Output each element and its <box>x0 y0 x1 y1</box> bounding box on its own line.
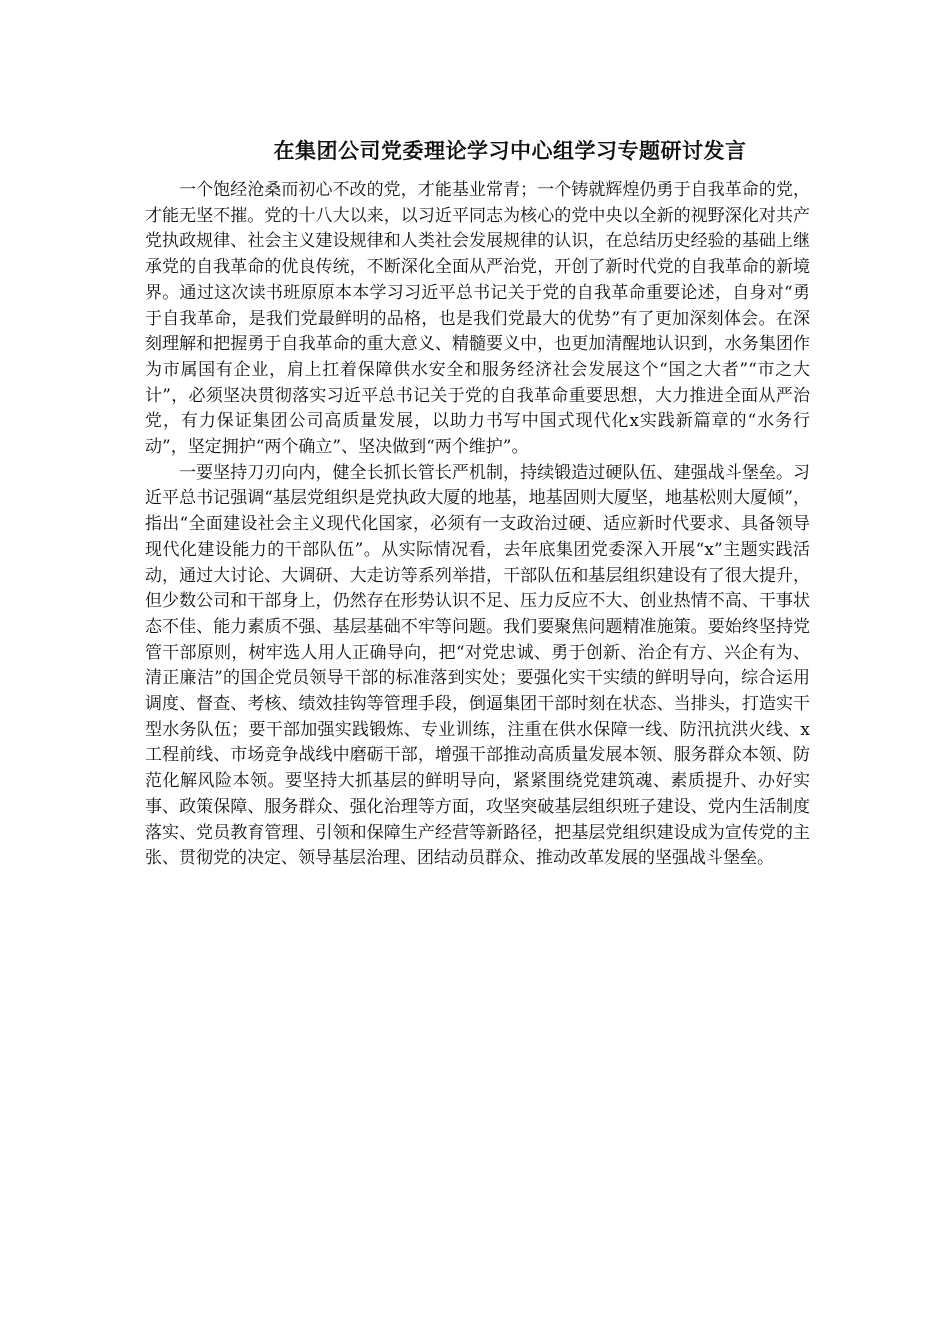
document-body <box>145 178 810 872</box>
document-title: 在集团公司党委理论学习中心组学习专题研讨发言 <box>273 139 747 163</box>
paragraph-point-one: 一要坚持刀刃向内，健全长抓长管长严机制，持续锻造过硬队伍、建强战斗堡垒。习近平总书记强调“基层党组织是党执政大厦的地基，地基固则大厦坚，地基松则大厦倾”，指出“全面建设社会主义现代化国家，必须有一支政治过硬、适应新时代要求、具备领导现代化建设能力的干部队伍”。从实际情况看，去年底集团党委深入开展“x”主题实践活动，通过大讨论、大调研、大走访等系列举措，干部队伍和基层组织建设有了很大提升，但少数公司和干部身上，仍然存在形势认识不足、压力反应不大、创业热情不高、干事状态不佳、能力素质不强、基层基础不牢等问题。我们要聚焦问题精准施策。要始终坚持党管干部原则，树牢选人用人正确导向，把“对党忠诚、勇于创新、治企有方、兴企有为、清正廉洁”的国企党员领导干部的标准落到实处；要强化实干实绩的鲜明导向，综合运用调度、督查、考核、绩效挂钩等管理手段，倒逼集团干部时刻在状态、当排头，打造实干型水务队伍；要干部加强实践锻炼、专业训练，注重在供水保障一线、防汛抗洪火线、x工程前线、市场竞争战线中磨砺干部，增强干部推动高质量发展本领、服务群众本领、防范化解风险本领。要坚持大抓基层的鲜明导向，紧紧围绕党建筑魂、素质提升、办好实事、政策保障、服务群众、强化治理等方面，攻坚突破基层组织班子建设、党内生活制度落实、党员教育管理、引领和保障生产经营等新路径，把基层党组织建设成为宣传党的主张、贯彻党的决定、领导基层治理、团结动员群众、推动改革发展的坚强战斗堡垒。 <box>145 462 810 869</box>
paragraph-intro: 一个饱经沧桑而初心不改的党，才能基业常青；一个铸就辉煌仍勇于自我革命的党，才能无坚不摧。党的十八大以来，以习近平同志为核心的党中央以全新的视野深化对共产党执政规律、社会主义建设规律和人类社会发展规律的认识，在总结历史经验的基础上继承党的自我革命的优良传统，不断深化全面从严治党，开创了新时代党的自我革命的新境界。通过这次读书班原原本本学习习近平总书记关于党的自我革命重要论述，自身对“勇于自我革命，是我们党最鲜明的品格，也是我们党最大的优势”有了更加深刻体会。在深刻理解和把握勇于自我革命的重大意义、精髓要义中，也更加清醒地认识到，水务集团作为市属国有企业，肩上扛着保障供水安全和服务经济社会发展这个“国之大者”“市之大计”，必须坚决贯彻落实习近平总书记关于党的自我革命重要思想，大力推进全面从严治党，有力保证集团公司高质量发展，以助力书写中国式现代化x实践新篇章的“水务行动”，坚定拥护“两个确立”、坚决做到“两个维护”。 <box>145 180 810 458</box>
